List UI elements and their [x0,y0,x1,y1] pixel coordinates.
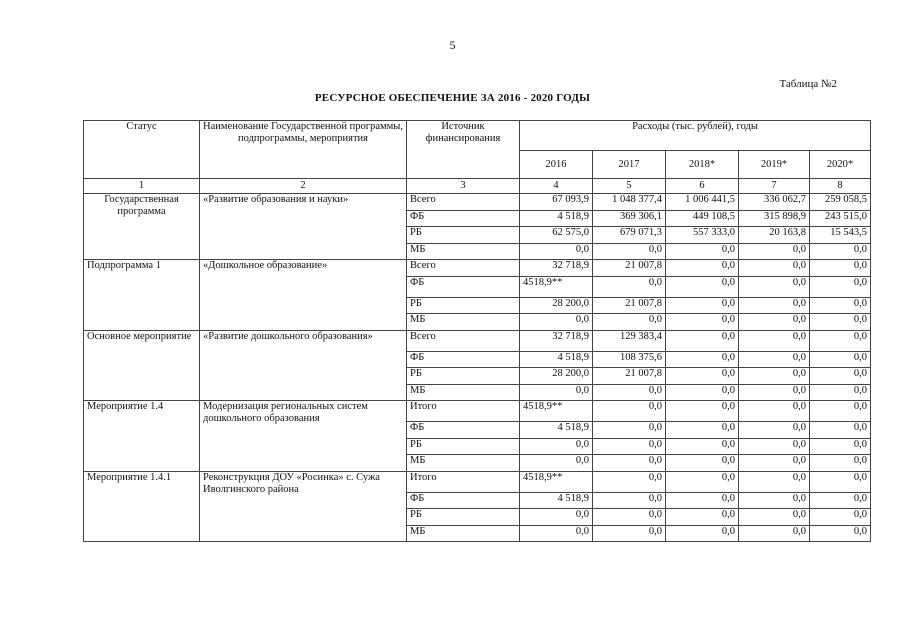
value-cell: 32 718,9 [520,260,593,277]
value-cell: 0,0 [739,455,810,472]
value-cell: 0,0 [593,422,666,439]
table-row [84,194,871,211]
value-cell: 129 383,4 [593,330,666,351]
value-cell: 4 518,9 [520,492,593,509]
row-source: ФБ [407,492,520,509]
table-label: Таблица №2 [779,78,837,90]
value-cell: 0,0 [810,276,871,297]
value-cell: 4 518,9 [520,210,593,227]
value-cell: 28 200,0 [520,297,593,314]
document-title: РЕСУРСНОЕ ОБЕСПЕЧЕНИЕ ЗА 2016 - 2020 ГОДЫ [314,92,591,104]
column-number: 7 [739,179,810,194]
value-cell: 0,0 [739,384,810,401]
row-source: РБ [407,438,520,455]
column-number: 2 [200,179,407,194]
resource-table [83,120,871,542]
value-cell: 0,0 [520,438,593,455]
value-cell: 369 306,1 [593,210,666,227]
value-cell: 28 200,0 [520,368,593,385]
value-cell: 0,0 [593,455,666,472]
value-cell: 0,0 [810,401,871,422]
header-year: 2020* [810,151,871,179]
table-row [84,260,871,277]
value-cell: 0,0 [739,492,810,509]
header-year: 2017 [593,151,666,179]
row-source: МБ [407,455,520,472]
row-source: Всего [407,330,520,351]
value-cell: 0,0 [810,314,871,331]
value-cell: 315 898,9 [739,210,810,227]
value-cell: 20 163,8 [739,227,810,244]
value-cell: 557 333,0 [666,227,739,244]
value-cell: 0,0 [739,525,810,542]
header-year: 2019* [739,151,810,179]
row-name: «Развитие образования и науки» [200,194,407,260]
value-cell: 0,0 [739,422,810,439]
row-source: МБ [407,525,520,542]
value-cell: 0,0 [666,384,739,401]
column-number: 1 [84,179,200,194]
table-row [84,401,871,422]
row-source: ФБ [407,276,520,297]
value-cell: 243 515,0 [810,210,871,227]
value-cell: 0,0 [520,314,593,331]
row-source: РБ [407,297,520,314]
value-cell: 21 007,8 [593,260,666,277]
column-number: 3 [407,179,520,194]
row-source: РБ [407,227,520,244]
value-cell: 259 058,5 [810,194,871,211]
value-cell: 336 062,7 [739,194,810,211]
row-source: ФБ [407,210,520,227]
value-cell: 0,0 [810,438,871,455]
header-name: Наименование Государственной программы, подпрограммы, мероприятия [200,121,407,179]
value-cell: 0,0 [810,455,871,472]
value-cell: 32 718,9 [520,330,593,351]
value-cell: 0,0 [739,351,810,368]
row-status: Мероприятие 1.4.1 [84,471,200,542]
value-cell: 679 071,3 [593,227,666,244]
value-cell: 0,0 [739,314,810,331]
row-source: РБ [407,509,520,526]
value-cell: 0,0 [593,243,666,260]
value-cell: 0,0 [666,525,739,542]
row-status: Подпрограмма 1 [84,260,200,331]
value-cell: 0,0 [593,525,666,542]
value-cell: 0,0 [739,276,810,297]
table-body [84,194,871,542]
value-cell: 0,0 [810,525,871,542]
value-cell: 0,0 [666,455,739,472]
header-year: 2016 [520,151,593,179]
value-cell: 0,0 [666,260,739,277]
value-cell: 0,0 [810,260,871,277]
value-cell: 21 007,8 [593,368,666,385]
value-cell: 0,0 [593,276,666,297]
value-cell: 0,0 [666,314,739,331]
value-cell: 0,0 [739,401,810,422]
value-cell: 0,0 [739,243,810,260]
value-cell: 0,0 [666,471,739,492]
row-source: МБ [407,314,520,331]
value-cell: 0,0 [593,492,666,509]
row-status: Основное мероприятие [84,330,200,401]
value-cell: 0,0 [666,243,739,260]
value-cell: 0,0 [666,401,739,422]
row-name: Реконструкция ДОУ «Росинка» с. Сужа Иволгинского района [200,471,407,542]
value-cell: 4518,9** [520,276,593,297]
value-cell: 4518,9** [520,471,593,492]
value-cell: 0,0 [739,368,810,385]
page-number: 5 [449,38,456,52]
row-source: Всего [407,194,520,211]
table-row [84,330,871,351]
value-cell: 0,0 [739,509,810,526]
column-number: 8 [810,179,871,194]
value-cell: 15 543,5 [810,227,871,244]
header-status: Статус [84,121,200,179]
value-cell: 0,0 [810,492,871,509]
value-cell: 0,0 [593,384,666,401]
row-name: Модернизация региональных систем дошкольного образования [200,401,407,472]
value-cell: 449 108,5 [666,210,739,227]
row-source: Итого [407,401,520,422]
value-cell: 4 518,9 [520,351,593,368]
row-source: МБ [407,243,520,260]
row-name: «Развитие дошкольного образования» [200,330,407,401]
value-cell: 0,0 [810,351,871,368]
column-numbers-row [84,179,871,194]
value-cell: 0,0 [666,492,739,509]
value-cell: 1 048 377,4 [593,194,666,211]
value-cell: 0,0 [810,368,871,385]
value-cell: 0,0 [593,471,666,492]
row-source: Всего [407,260,520,277]
value-cell: 4 518,9 [520,422,593,439]
value-cell: 0,0 [666,330,739,351]
value-cell: 0,0 [810,243,871,260]
value-cell: 62 575,0 [520,227,593,244]
value-cell: 0,0 [810,509,871,526]
row-source: Итого [407,471,520,492]
value-cell: 0,0 [666,509,739,526]
value-cell: 21 007,8 [593,297,666,314]
value-cell: 0,0 [666,438,739,455]
column-number: 6 [666,179,739,194]
table-row [84,471,871,492]
value-cell: 4518,9** [520,401,593,422]
row-status: Государственная программа [84,194,200,260]
value-cell: 0,0 [810,330,871,351]
value-cell: 0,0 [520,455,593,472]
value-cell: 0,0 [666,368,739,385]
value-cell: 0,0 [739,471,810,492]
value-cell: 0,0 [810,471,871,492]
value-cell: 0,0 [739,438,810,455]
column-number: 5 [593,179,666,194]
value-cell: 0,0 [593,314,666,331]
value-cell: 0,0 [666,422,739,439]
value-cell: 0,0 [666,276,739,297]
row-status: Мероприятие 1.4 [84,401,200,472]
value-cell: 0,0 [666,297,739,314]
value-cell: 0,0 [520,525,593,542]
value-cell: 0,0 [810,297,871,314]
value-cell: 108 375,6 [593,351,666,368]
value-cell: 0,0 [666,351,739,368]
row-source: МБ [407,384,520,401]
value-cell: 0,0 [810,422,871,439]
value-cell: 0,0 [593,509,666,526]
value-cell: 0,0 [593,438,666,455]
header-year: 2018* [666,151,739,179]
row-name: «Дошкольное образование» [200,260,407,331]
value-cell: 0,0 [739,260,810,277]
value-cell: 0,0 [810,384,871,401]
value-cell: 1 006 441,5 [666,194,739,211]
header-source: Источник финансирования [407,121,520,179]
value-cell: 0,0 [520,384,593,401]
row-source: РБ [407,368,520,385]
value-cell: 0,0 [593,401,666,422]
value-cell: 0,0 [739,330,810,351]
value-cell: 67 093,9 [520,194,593,211]
header-expenses: Расходы (тыс. рублей), годы [520,121,871,151]
column-number: 4 [520,179,593,194]
value-cell: 0,0 [520,243,593,260]
row-source: ФБ [407,422,520,439]
value-cell: 0,0 [739,297,810,314]
row-source: ФБ [407,351,520,368]
value-cell: 0,0 [520,509,593,526]
